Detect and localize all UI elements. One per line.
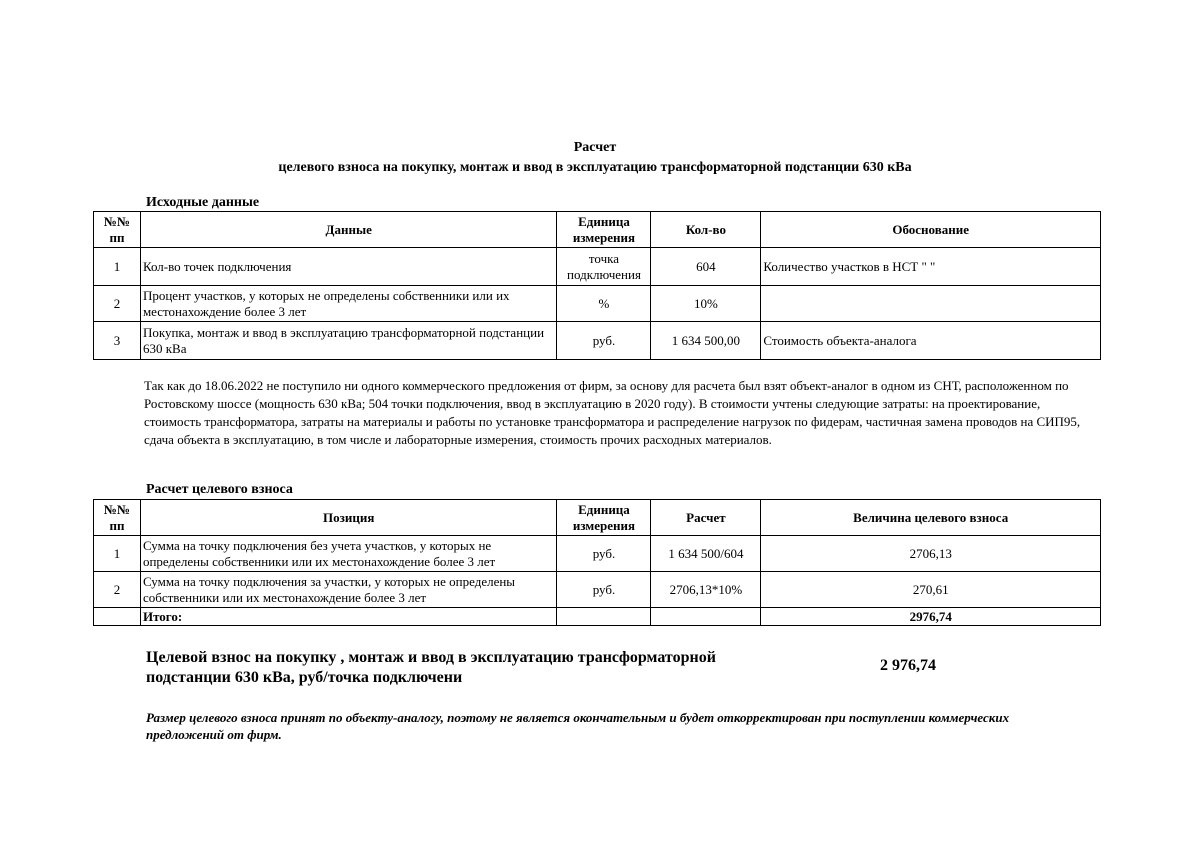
cell-unit: руб. [557, 536, 651, 572]
cell-number: 2 [94, 572, 141, 608]
table-header-row [94, 212, 1101, 248]
section-initial-data-label: Исходные данные [146, 195, 260, 210]
table-header-row [94, 500, 1101, 536]
cell-data: Процент участков, у которых не определены собственники или их местонахождение более 3 лет [140, 286, 557, 322]
cell-position: Сумма на точку подключения за участки, у которых не определены собственники или их местонахождение более 3 лет [140, 572, 557, 608]
cell-qty: 1 634 500,00 [651, 322, 761, 360]
col-header-value: Величина целевого взноса [761, 500, 1101, 536]
table-row [94, 248, 1101, 286]
cell-value: 270,61 [761, 572, 1101, 608]
table-row [94, 286, 1101, 322]
cell-data: Кол-во точек подключения [140, 248, 557, 286]
col-header-number: №№ пп [94, 500, 141, 536]
cell-empty [557, 608, 651, 626]
cell-qty: 604 [651, 248, 761, 286]
cell-unit: % [557, 286, 651, 322]
cell-calc: 1 634 500/604 [651, 536, 761, 572]
cell-basis [761, 286, 1101, 322]
col-header-qty: Кол-во [651, 212, 761, 248]
calculation-table [93, 499, 1101, 626]
cell-unit: руб. [557, 322, 651, 360]
col-header-basis: Обоснование [761, 212, 1101, 248]
initial-data-table [93, 211, 1101, 360]
cell-qty: 10% [651, 286, 761, 322]
cell-basis: Количество участков в НСТ " " [761, 248, 1101, 286]
cell-position: Сумма на точку подключения без учета участков, у которых не определены собственники или их местонахождение более 3 лет [140, 536, 557, 572]
col-header-position: Позиция [140, 500, 557, 536]
total-label: Итого: [140, 608, 557, 626]
col-header-data: Данные [140, 212, 557, 248]
cell-number: 1 [94, 248, 141, 286]
cell-unit: точка подключения [557, 248, 651, 286]
cell-data: Покупка, монтаж и ввод в эксплуатацию трансформаторной подстанции 630 кВа [140, 322, 557, 360]
table-row [94, 572, 1101, 608]
doc-subtitle: целевого взноса на покупку, монтаж и ввод в эксплуатацию трансформаторной подстанции 630 кВа [278, 160, 912, 175]
section-calculation-label: Расчет целевого взноса [146, 482, 293, 497]
disclaimer-note: Размер целевого взноса принят по объекту-аналогу, поэтому не является окончательным и будет откорректирован при поступлении коммерческих предложений от фирм. [146, 710, 1010, 742]
cell-empty [94, 608, 141, 626]
table-row [94, 322, 1101, 360]
total-value: 2976,74 [761, 608, 1101, 626]
table-row [94, 536, 1101, 572]
cell-number: 2 [94, 286, 141, 322]
total-row [94, 608, 1101, 626]
cell-unit: руб. [557, 572, 651, 608]
cell-empty [651, 608, 761, 626]
final-contribution-text: Целевой взнос на покупку , монтаж и ввод в эксплуатацию трансформаторной подстанции 630 кВа, руб/точка подключени [146, 649, 716, 686]
cell-number: 1 [94, 536, 141, 572]
col-header-unit: Единица измерения [557, 212, 651, 248]
cell-value: 2706,13 [761, 536, 1101, 572]
cell-basis: Стоимость объекта-аналога [761, 322, 1101, 360]
explanation-paragraph: Так как до 18.06.2022 не поступило ни одного коммерческого предложения от фирм, за основу для расчета был взят объект-аналог в одном из СНТ, расположенном по Ростовскому шоссе (мощность 630 кВа; 504 точки подключения, ввод в эксплуатацию в 2020 году). В стоимости учтены следующие затраты: на проектирование, стоимость трансформатора, затраты на материалы и работы по установке трансформатора и распределение нагрузок по фидерам, частичная замена проводов на СИП95, сдача объекта в эксплуатацию, в том числе и лабораторные измерения, стоимость прочих расходных материалов. [144, 378, 1081, 447]
cell-calc: 2706,13*10% [651, 572, 761, 608]
final-contribution-value: 2 976,74 [880, 657, 936, 674]
col-header-calc: Расчет [651, 500, 761, 536]
col-header-unit: Единица измерения [557, 500, 651, 536]
cell-number: 3 [94, 322, 141, 360]
col-header-number: №№ пп [94, 212, 141, 248]
doc-title: Расчет [573, 140, 617, 155]
